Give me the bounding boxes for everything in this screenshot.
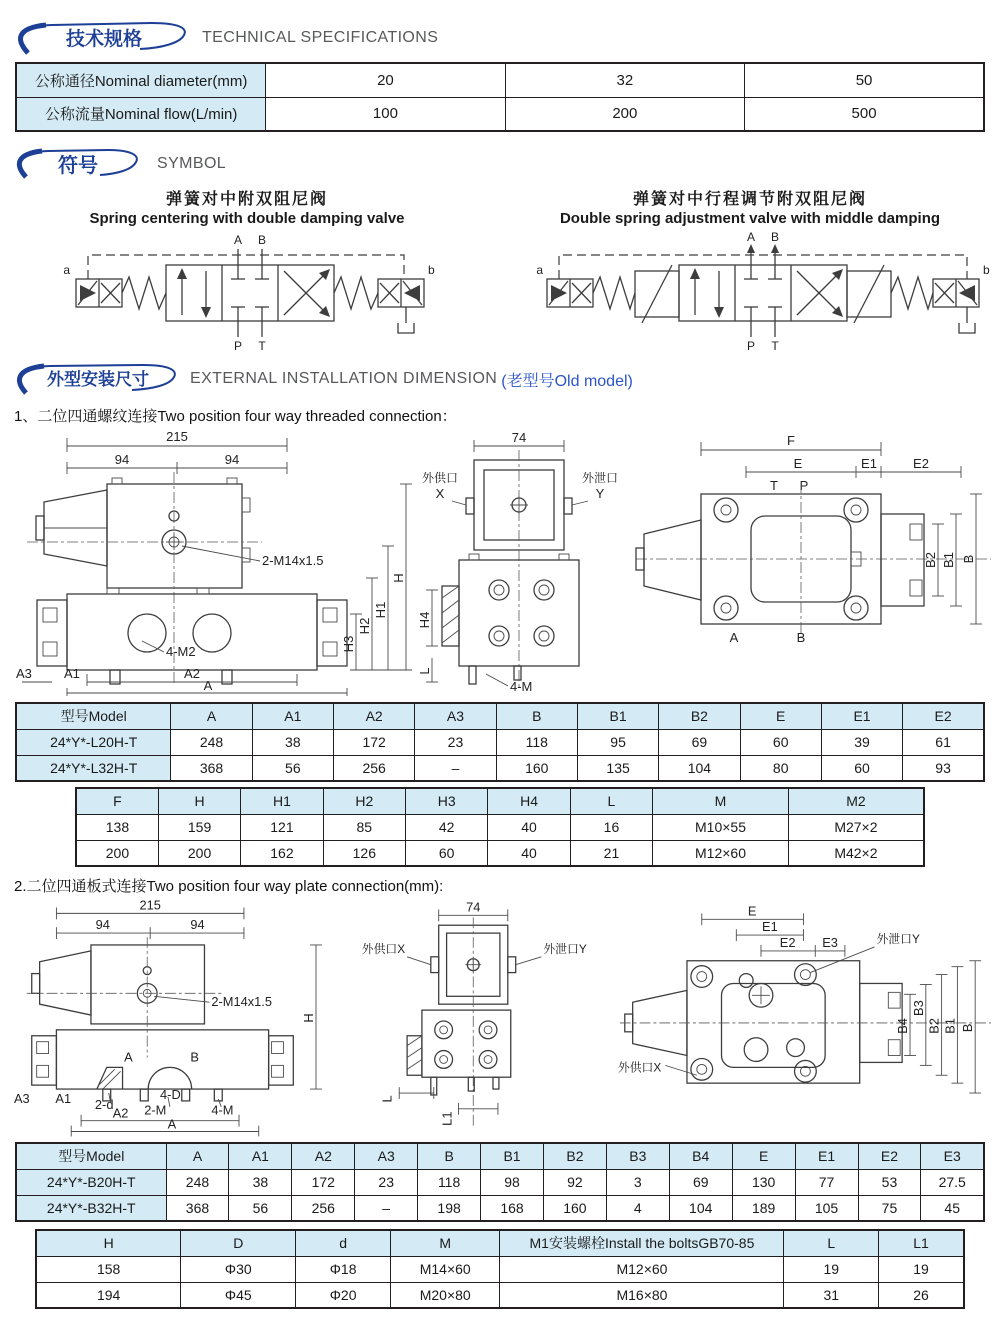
symbol-right-title-cn: 弹簧对中行程调节附双阻尼阀 bbox=[632, 191, 867, 208]
table-cell: M16×80 bbox=[500, 1282, 784, 1308]
symbol-right-schematic bbox=[504, 227, 996, 353]
symbol-double-spring bbox=[504, 186, 996, 353]
table-cell: 130 bbox=[732, 1169, 795, 1195]
plate-dim-table bbox=[35, 1229, 965, 1309]
table-cell: 3 bbox=[606, 1169, 669, 1195]
table-cell: 162 bbox=[241, 840, 323, 866]
port-label-P: P bbox=[233, 339, 243, 353]
table-header-cell: E2 bbox=[858, 1143, 921, 1169]
dim-label: H4 bbox=[417, 611, 432, 629]
port-label-B: B bbox=[770, 230, 780, 244]
port-label-P: P bbox=[799, 478, 809, 493]
table-cell: Φ20 bbox=[296, 1282, 391, 1308]
table-cell: 172 bbox=[334, 729, 415, 755]
port-label-P: P bbox=[746, 339, 756, 353]
port-label-A: A bbox=[233, 233, 243, 247]
table-cell: 104 bbox=[659, 755, 740, 781]
table-header-cell: H bbox=[158, 788, 240, 814]
dim-label: L bbox=[417, 667, 432, 675]
dim-label: 74 bbox=[511, 430, 527, 445]
table-header-cell: A1 bbox=[229, 1143, 292, 1169]
table-cell: 500 bbox=[745, 97, 984, 131]
table-cell: 61 bbox=[903, 729, 984, 755]
dim-label: E1 bbox=[861, 456, 877, 471]
table-header-cell: L1 bbox=[879, 1230, 964, 1256]
dim-label: A2 bbox=[184, 666, 200, 681]
table-header-cell: H3 bbox=[406, 788, 488, 814]
table-header-cell: L bbox=[570, 788, 652, 814]
table-cell: 4 bbox=[606, 1195, 669, 1221]
table-header-cell: B1 bbox=[481, 1143, 544, 1169]
table-row bbox=[16, 97, 984, 131]
dim-label: B bbox=[961, 554, 976, 564]
table-header-cell: A bbox=[171, 703, 252, 729]
dim-label: A bbox=[167, 1116, 177, 1132]
dim-label: B bbox=[960, 1023, 976, 1033]
port-label-b: b bbox=[983, 263, 990, 277]
table-cell: 23 bbox=[355, 1169, 418, 1195]
table-row bbox=[16, 1169, 984, 1195]
table-cell: – bbox=[355, 1195, 418, 1221]
plate-model-table bbox=[15, 1142, 985, 1222]
dim-label: 215 bbox=[166, 429, 188, 444]
dimension-header bbox=[12, 361, 1000, 397]
table-cell: 42 bbox=[406, 814, 488, 840]
table-cell: M10×55 bbox=[653, 814, 789, 840]
port-label-B: B bbox=[257, 233, 267, 247]
table-cell: 60 bbox=[740, 729, 821, 755]
symbols-row bbox=[0, 186, 1000, 353]
symbol-left-schematic bbox=[16, 227, 478, 353]
table-cell: M20×80 bbox=[390, 1282, 500, 1308]
dimension-badge-label: 外型安装尺寸 bbox=[47, 370, 149, 389]
table-cell: 198 bbox=[418, 1195, 481, 1221]
table-cell: 38 bbox=[229, 1169, 292, 1195]
dim-label: E3 bbox=[822, 934, 839, 950]
table-row bbox=[16, 755, 984, 781]
dim-label: E2 bbox=[913, 456, 929, 471]
table-cell: 24*Y*-L32H-T bbox=[16, 755, 171, 781]
port-x-label: 外供口X bbox=[361, 941, 405, 956]
dim-label: H1 bbox=[373, 601, 388, 619]
table-cell: 60 bbox=[406, 840, 488, 866]
table-header-cell: B2 bbox=[543, 1143, 606, 1169]
tech-spec-title: TECHNICAL SPECIFICATIONS bbox=[202, 29, 439, 46]
table-cell: 公称流量Nominal flow(L/min) bbox=[16, 97, 266, 131]
table-cell: 104 bbox=[669, 1195, 732, 1221]
port-label-a: a bbox=[536, 263, 543, 277]
drawing-plate-front bbox=[12, 898, 340, 1138]
dimension-title: EXTERNAL INSTALLATION DIMENSION bbox=[190, 370, 498, 387]
dim-label: B3 bbox=[911, 1000, 927, 1016]
table-row bbox=[76, 814, 924, 840]
table-cell: 31 bbox=[784, 1282, 879, 1308]
table-cell: 56 bbox=[252, 755, 333, 781]
table-cell: 168 bbox=[481, 1195, 544, 1221]
table-row bbox=[36, 1256, 964, 1282]
table-cell: 公称通径Nominal diameter(mm) bbox=[16, 63, 266, 97]
table-cell: 19 bbox=[784, 1256, 879, 1282]
table-cell: 80 bbox=[740, 755, 821, 781]
table-row bbox=[16, 1195, 984, 1221]
port-label-a: a bbox=[63, 263, 70, 277]
dim-label: A bbox=[203, 678, 213, 693]
dim-label: B4 bbox=[895, 1018, 911, 1034]
table-cell: 100 bbox=[266, 97, 505, 131]
table-header-row bbox=[16, 703, 984, 729]
table-header-cell: B3 bbox=[606, 1143, 669, 1169]
port-label-A: A bbox=[124, 1049, 133, 1065]
drawing-threaded-top bbox=[626, 428, 998, 696]
tech-spec-badge bbox=[12, 20, 192, 56]
symbol-right-title-en: Double spring adjustment valve with middle damping bbox=[559, 210, 941, 227]
table-cell: 95 bbox=[577, 729, 658, 755]
dim-label: 2-d bbox=[94, 1096, 114, 1112]
dim-label: B1 bbox=[941, 552, 956, 568]
table-header-cell: B bbox=[496, 703, 577, 729]
port-label-T: T bbox=[770, 478, 778, 493]
table-header-cell: A3 bbox=[355, 1143, 418, 1169]
table-cell: 40 bbox=[488, 840, 570, 866]
dim-label: E1 bbox=[762, 919, 778, 935]
tech-spec-header bbox=[12, 20, 1000, 56]
table-row bbox=[16, 63, 984, 97]
table-cell: 189 bbox=[732, 1195, 795, 1221]
table-header-cell: H1 bbox=[241, 788, 323, 814]
port-x-label: X bbox=[435, 486, 445, 501]
table-header-cell: M bbox=[390, 1230, 500, 1256]
dimension-badge bbox=[12, 361, 180, 397]
symbol-left-title-cn: 弹簧对中附双阻尼阀 bbox=[165, 191, 328, 208]
dim-label: B2 bbox=[923, 552, 938, 568]
table-header-cell: E1 bbox=[795, 1143, 858, 1169]
table-header-row bbox=[36, 1230, 964, 1256]
table-cell: 118 bbox=[496, 729, 577, 755]
table-row bbox=[16, 729, 984, 755]
table-cell: 98 bbox=[481, 1169, 544, 1195]
table-row bbox=[76, 840, 924, 866]
table-cell: 200 bbox=[158, 840, 240, 866]
table-cell: 248 bbox=[166, 1169, 229, 1195]
table-cell: 24*Y*-B32H-T bbox=[16, 1195, 166, 1221]
table-cell: 368 bbox=[171, 755, 252, 781]
table-cell: 121 bbox=[241, 814, 323, 840]
sub2-heading: 2.二位四通板式连接Two position four way plate connection(mm): bbox=[14, 878, 444, 895]
table-cell: 105 bbox=[795, 1195, 858, 1221]
table-cell: 50 bbox=[745, 63, 984, 97]
table-cell: 60 bbox=[821, 755, 902, 781]
table-cell: 138 bbox=[76, 814, 158, 840]
table-cell: 27.5 bbox=[921, 1169, 984, 1195]
table-cell: 16 bbox=[570, 814, 652, 840]
table-cell: – bbox=[415, 755, 496, 781]
table-cell: Φ45 bbox=[181, 1282, 296, 1308]
table-header-cell: E1 bbox=[821, 703, 902, 729]
symbol-header bbox=[12, 146, 1000, 182]
table-cell: 20 bbox=[266, 63, 505, 97]
dim-label: L1 bbox=[439, 1111, 455, 1126]
table-header-cell: 型号Model bbox=[16, 703, 171, 729]
table-header-cell: D bbox=[181, 1230, 296, 1256]
table-header-cell: M1安装螺栓Install the boltsGB70-85 bbox=[500, 1230, 784, 1256]
table-cell: 38 bbox=[252, 729, 333, 755]
table-header-cell: d bbox=[296, 1230, 391, 1256]
tech-spec-badge-label: 技术规格 bbox=[65, 29, 143, 50]
dim-label: F bbox=[787, 433, 795, 448]
dim-label: A1 bbox=[64, 666, 80, 681]
port-label-B: B bbox=[796, 630, 806, 645]
table-cell: 56 bbox=[229, 1195, 292, 1221]
table-header-cell: 型号Model bbox=[16, 1143, 166, 1169]
dim-label: A3 bbox=[16, 666, 32, 681]
dim-label: E2 bbox=[779, 934, 796, 950]
dim-label: H2 bbox=[357, 617, 372, 635]
table-cell: 126 bbox=[323, 840, 405, 866]
table-cell: 256 bbox=[292, 1195, 355, 1221]
dim-label: 94 bbox=[224, 452, 240, 467]
port-y-cn-label: 外泄口 bbox=[581, 471, 619, 485]
port-y-label: 外泄口Y bbox=[543, 941, 587, 956]
dim-label: 2-M bbox=[144, 1102, 167, 1118]
table-header-cell: E bbox=[740, 703, 821, 729]
table-cell: M42×2 bbox=[788, 840, 924, 866]
port-label-A: A bbox=[729, 630, 739, 645]
table-cell: 77 bbox=[795, 1169, 858, 1195]
port-x-cn-label: 外供口 bbox=[421, 471, 459, 485]
threaded-dim-table bbox=[75, 787, 925, 867]
table-cell: 159 bbox=[158, 814, 240, 840]
table-cell: 39 bbox=[821, 729, 902, 755]
dim-label: H3 bbox=[341, 635, 356, 653]
table-header-cell: E2 bbox=[903, 703, 984, 729]
table-cell: 45 bbox=[921, 1195, 984, 1221]
port-x-label: 外供口X bbox=[618, 1060, 662, 1075]
thread-label: 2-M14x1.5 bbox=[262, 553, 324, 568]
dim-label: 74 bbox=[465, 899, 481, 915]
sub1-heading: 1、二位四通螺纹连接Two position four way threaded connection： bbox=[14, 408, 457, 425]
table-header-cell: B4 bbox=[669, 1143, 732, 1169]
table-row bbox=[36, 1282, 964, 1308]
dim-label: H bbox=[391, 573, 406, 583]
table-header-cell: E bbox=[732, 1143, 795, 1169]
port-label-b: b bbox=[428, 263, 435, 277]
bolt-label: 4-M2 bbox=[166, 644, 196, 659]
port-y-label: 外泄口Y bbox=[876, 931, 920, 946]
table-cell: 92 bbox=[543, 1169, 606, 1195]
table-cell: 200 bbox=[76, 840, 158, 866]
table-cell: 135 bbox=[577, 755, 658, 781]
table-header-cell: B2 bbox=[659, 703, 740, 729]
table-cell: 19 bbox=[879, 1256, 964, 1282]
port-label-T: T bbox=[258, 339, 266, 353]
table-header-row bbox=[16, 1143, 984, 1169]
dim-label: 4-D bbox=[160, 1086, 181, 1102]
port-y-label: Y bbox=[595, 486, 605, 501]
table-cell: 248 bbox=[171, 729, 252, 755]
threaded-model-table bbox=[15, 702, 985, 782]
drawing-threaded-side bbox=[414, 428, 626, 696]
table-header-cell: M bbox=[653, 788, 789, 814]
table-cell: 21 bbox=[570, 840, 652, 866]
table-header-cell: H4 bbox=[488, 788, 570, 814]
table-cell: 53 bbox=[858, 1169, 921, 1195]
port-label-B: B bbox=[190, 1049, 199, 1065]
bolt-label: 4-M bbox=[510, 679, 533, 694]
table-header-cell: A3 bbox=[415, 703, 496, 729]
table-cell: Φ30 bbox=[181, 1256, 296, 1282]
dim-label: B2 bbox=[926, 1018, 942, 1034]
table-cell: 194 bbox=[36, 1282, 181, 1308]
table-cell: 256 bbox=[334, 755, 415, 781]
dim-label: H bbox=[301, 1013, 317, 1023]
dim-label: 94 bbox=[95, 917, 110, 933]
table-cell: 69 bbox=[659, 729, 740, 755]
table-cell: 160 bbox=[496, 755, 577, 781]
dim-label: E bbox=[793, 456, 803, 471]
table-cell: 160 bbox=[543, 1195, 606, 1221]
dim-label: B1 bbox=[942, 1018, 958, 1034]
table-header-cell: H bbox=[36, 1230, 181, 1256]
table-cell: 158 bbox=[36, 1256, 181, 1282]
symbol-left-title-en: Spring centering with double damping valve bbox=[89, 210, 405, 227]
drawing-plate-side bbox=[340, 898, 608, 1138]
table-cell: 172 bbox=[292, 1169, 355, 1195]
table-header-cell: A2 bbox=[334, 703, 415, 729]
symbol-badge-label: 符号 bbox=[58, 155, 98, 177]
table-header-cell: M2 bbox=[788, 788, 924, 814]
symbol-spring-centering bbox=[16, 186, 478, 353]
table-header-cell: H2 bbox=[323, 788, 405, 814]
port-label-T: T bbox=[771, 339, 779, 353]
drawing-threaded-front bbox=[12, 428, 414, 696]
dim-label: A3 bbox=[13, 1090, 30, 1106]
symbol-title: SYMBOL bbox=[157, 155, 227, 172]
table-header-cell: L bbox=[784, 1230, 879, 1256]
thread-label: 2-M14x1.5 bbox=[211, 994, 272, 1010]
dim-label: A2 bbox=[112, 1105, 129, 1121]
dim-label: L bbox=[379, 1095, 395, 1103]
table-cell: 40 bbox=[488, 814, 570, 840]
table-cell: 23 bbox=[415, 729, 496, 755]
table-header-cell: F bbox=[76, 788, 158, 814]
port-label-A: A bbox=[746, 230, 756, 244]
dim-label: 215 bbox=[139, 898, 161, 913]
dim-label: A1 bbox=[55, 1090, 72, 1106]
table-header-cell: B1 bbox=[577, 703, 658, 729]
table-header-row bbox=[76, 788, 924, 814]
table-cell: M12×60 bbox=[653, 840, 789, 866]
table-cell: 368 bbox=[166, 1195, 229, 1221]
table-cell: 32 bbox=[505, 63, 744, 97]
symbol-badge bbox=[12, 146, 147, 182]
dim-label: 94 bbox=[190, 917, 205, 933]
table-cell: 75 bbox=[858, 1195, 921, 1221]
table-cell: 85 bbox=[323, 814, 405, 840]
table-cell: 118 bbox=[418, 1169, 481, 1195]
table-cell: M12×60 bbox=[500, 1256, 784, 1282]
table-cell: 69 bbox=[669, 1169, 732, 1195]
plate-drawings-row bbox=[12, 898, 1000, 1138]
dim-label: 94 bbox=[114, 452, 130, 467]
table-header-cell: A2 bbox=[292, 1143, 355, 1169]
table-header-cell: A bbox=[166, 1143, 229, 1169]
dim-label: E bbox=[747, 903, 757, 919]
nominal-spec-table bbox=[15, 62, 985, 132]
threaded-drawings-row bbox=[12, 428, 1000, 696]
dimension-title-suffix: (老型号Old model) bbox=[501, 372, 633, 390]
drawing-plate-top bbox=[608, 898, 1000, 1138]
table-cell: M27×2 bbox=[788, 814, 924, 840]
table-cell: 24*Y*-L20H-T bbox=[16, 729, 171, 755]
table-cell: M14×60 bbox=[390, 1256, 500, 1282]
table-cell: Φ18 bbox=[296, 1256, 391, 1282]
table-header-cell: B bbox=[418, 1143, 481, 1169]
table-header-cell: A1 bbox=[252, 703, 333, 729]
dim-label: 4-M bbox=[211, 1102, 234, 1118]
table-cell: 200 bbox=[505, 97, 744, 131]
table-header-cell: E3 bbox=[921, 1143, 984, 1169]
table-cell: 26 bbox=[879, 1282, 964, 1308]
table-cell: 93 bbox=[903, 755, 984, 781]
table-cell: 24*Y*-B20H-T bbox=[16, 1169, 166, 1195]
